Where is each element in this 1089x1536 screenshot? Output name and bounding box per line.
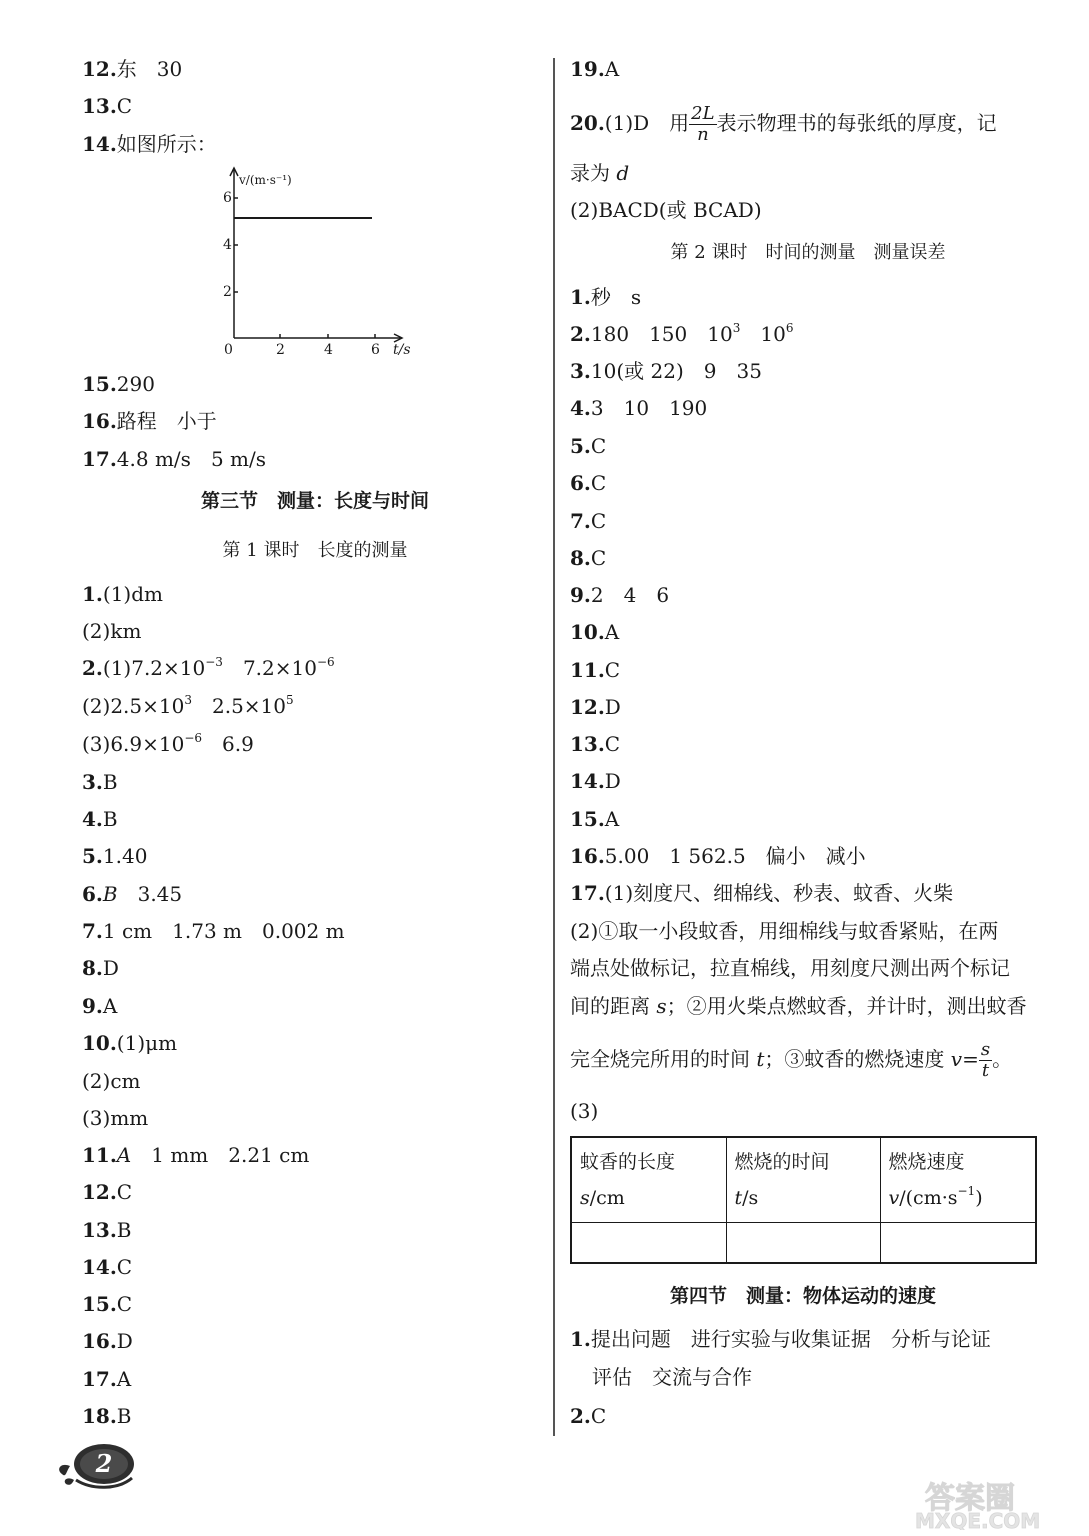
u-answer-1-2: 评估 交流与合作	[592, 1365, 752, 1389]
table-header-length: 蚊香的长度 s/cm	[571, 1137, 726, 1223]
answer-5: 5.1.40	[82, 844, 148, 868]
t-answer-5: 5.C	[570, 434, 607, 458]
graph-ytick: 6	[223, 190, 232, 206]
t-answer-8: 8.C	[570, 546, 607, 570]
watermark-logo	[905, 1478, 1075, 1530]
graph-xtick: 2	[276, 342, 285, 358]
t-answer-3: 3.10(或 22) 9 35	[570, 359, 762, 383]
watermark-url: MXQE.COM	[915, 1509, 1041, 1530]
u-answer-1: 1.提出问题 进行实验与收集证据 分析与论证	[570, 1327, 991, 1351]
u-answer-2: 2.C	[570, 1404, 607, 1428]
answer-3: 3.B	[82, 770, 118, 794]
graph-x-label: t/s	[393, 342, 411, 358]
t-answer-15: 15.A	[570, 807, 620, 831]
answer-17b: 17.A	[82, 1367, 132, 1391]
t-answer-17-2: (2)①取一小段蚊香，用细棉线与蚊香紧贴，在两	[570, 919, 999, 943]
answer-11: 11.A 1 mm 2.21 cm	[82, 1143, 310, 1167]
graph-xtick: 6	[371, 342, 380, 358]
answer-18: 18.B	[82, 1404, 132, 1428]
graph-ytick: 2	[223, 284, 232, 300]
answer-2-3: $(3)6.9\times 10^{-6}$ 6.9	[82, 731, 254, 756]
column-divider	[553, 58, 555, 1436]
velocity-time-graph	[210, 160, 420, 360]
answer-15b: 15.C	[82, 1292, 133, 1316]
fraction-s-t: $\frac{s}{t}$	[980, 1039, 991, 1081]
answer-10: 10.(1)μm	[82, 1031, 178, 1055]
answer-9: 9.A	[82, 994, 118, 1018]
lesson-heading: 第 1 课时 长度的测量	[222, 540, 408, 561]
answer-19: 19.A	[570, 57, 620, 81]
answer-8: 8.D	[82, 956, 119, 980]
t-answer-10: 10.A	[570, 620, 620, 644]
answer-14: 14.如图所示：	[82, 132, 217, 156]
answer-10-3: (3)mm	[82, 1106, 149, 1130]
t-answer-11: 11.C	[570, 658, 621, 682]
t-answer-16: 16.5.00 1 562.5 偏小 减小	[570, 844, 866, 868]
table-header-time: 燃烧的时间 t/s	[726, 1137, 880, 1223]
t-answer-1: 1.秒 s	[570, 285, 642, 309]
t-answer-9: 9.2 4 6	[570, 583, 670, 607]
t-answer-12: 12.D	[570, 695, 621, 719]
graph-origin: 0	[224, 342, 233, 358]
answer-10-2: (2)cm	[82, 1069, 141, 1093]
t-answer-17-5: 完全烧完所用的时间 t；③蚊香的燃烧速度 v= $\frac{s}{t}$ 。	[570, 1039, 1013, 1081]
answer-20-2: (2)BACD(或 BCAD)	[570, 198, 762, 222]
answer-16b: 16.D	[82, 1329, 133, 1353]
t-answer-13: 13.C	[570, 732, 621, 756]
answer-14b: 14.C	[82, 1255, 133, 1279]
answer-13b: 13.B	[82, 1218, 132, 1242]
table-header-speed: 燃烧速度 $v/(cm\cdot s^{-1})$	[880, 1137, 1036, 1223]
page-number: 2	[95, 1449, 113, 1478]
answer-1: 1.(1)dm	[82, 582, 163, 606]
answer-15: 15.290	[82, 372, 155, 396]
answer-1-2: (2)km	[82, 619, 142, 643]
t-answer-14: 14.D	[570, 769, 621, 793]
answer-2-2: $(2)2.5\times 10^3$ $2.5\times 10^5$	[82, 693, 294, 718]
watermark-text: 答案圈	[925, 1481, 1015, 1516]
answer-12b: 12.C	[82, 1180, 133, 1204]
answer-17: 17.4.8 m/s 5 m/s	[82, 447, 266, 471]
section-heading: 第三节 测量：长度与时间	[200, 490, 429, 512]
graph-xtick: 4	[324, 342, 333, 358]
answer-20: 20.(1)D 用 $\frac{2L}{n}$ 表示物理书的每张纸的厚度，记	[570, 103, 997, 145]
answer-20-cont: 录为 d	[570, 161, 630, 185]
t-answer-17-4: 间的距离 s；②用火柴点燃蚊香，并计时，测出蚊香	[570, 994, 1027, 1018]
answer-4: 4.B	[82, 807, 118, 831]
answer-7: 7.1 cm 1.73 m 0.002 m	[82, 919, 345, 943]
answer-12: 12.东 30	[82, 57, 183, 81]
t-answer-17-6: (3)	[570, 1099, 599, 1123]
t-answer-6: 6.C	[570, 471, 607, 495]
answer-16: 16.路程 小于	[82, 409, 217, 433]
table-cell	[571, 1223, 726, 1264]
t-answer-17-3: 端点处做标记，拉直棉线，用刻度尺测出两个标记	[570, 956, 1010, 980]
t-answer-17: 17.(1)刻度尺、细棉线、秒表、蚊香、火柴	[570, 881, 954, 905]
fraction-2l-n: $\frac{2L}{n}$	[691, 103, 715, 145]
lesson-heading-2: 第 2 课时 时间的测量 测量误差	[670, 242, 946, 263]
data-table	[570, 1136, 1037, 1264]
answer-13: 13.C	[82, 94, 133, 118]
answer-2: $2.(1)7.2\times 10^{-3}$ $7.2\times 10^{-6}$	[82, 655, 335, 680]
table-cell	[726, 1223, 880, 1264]
t-answer-7: 7.C	[570, 509, 607, 533]
graph-ytick: 4	[223, 237, 232, 253]
graph-y-label: v/(m·s⁻¹)	[239, 173, 292, 187]
section-heading-4: 第四节 测量：物体运动的速度	[669, 1285, 936, 1307]
t-answer-2: 2.180 150 $10^3$ $10^6$	[570, 321, 794, 346]
table-cell	[880, 1223, 1036, 1264]
t-answer-4: 4.3 10 190	[570, 396, 708, 420]
page-number-badge	[52, 1440, 142, 1490]
answer-6: 6.B 3.45	[82, 882, 183, 906]
